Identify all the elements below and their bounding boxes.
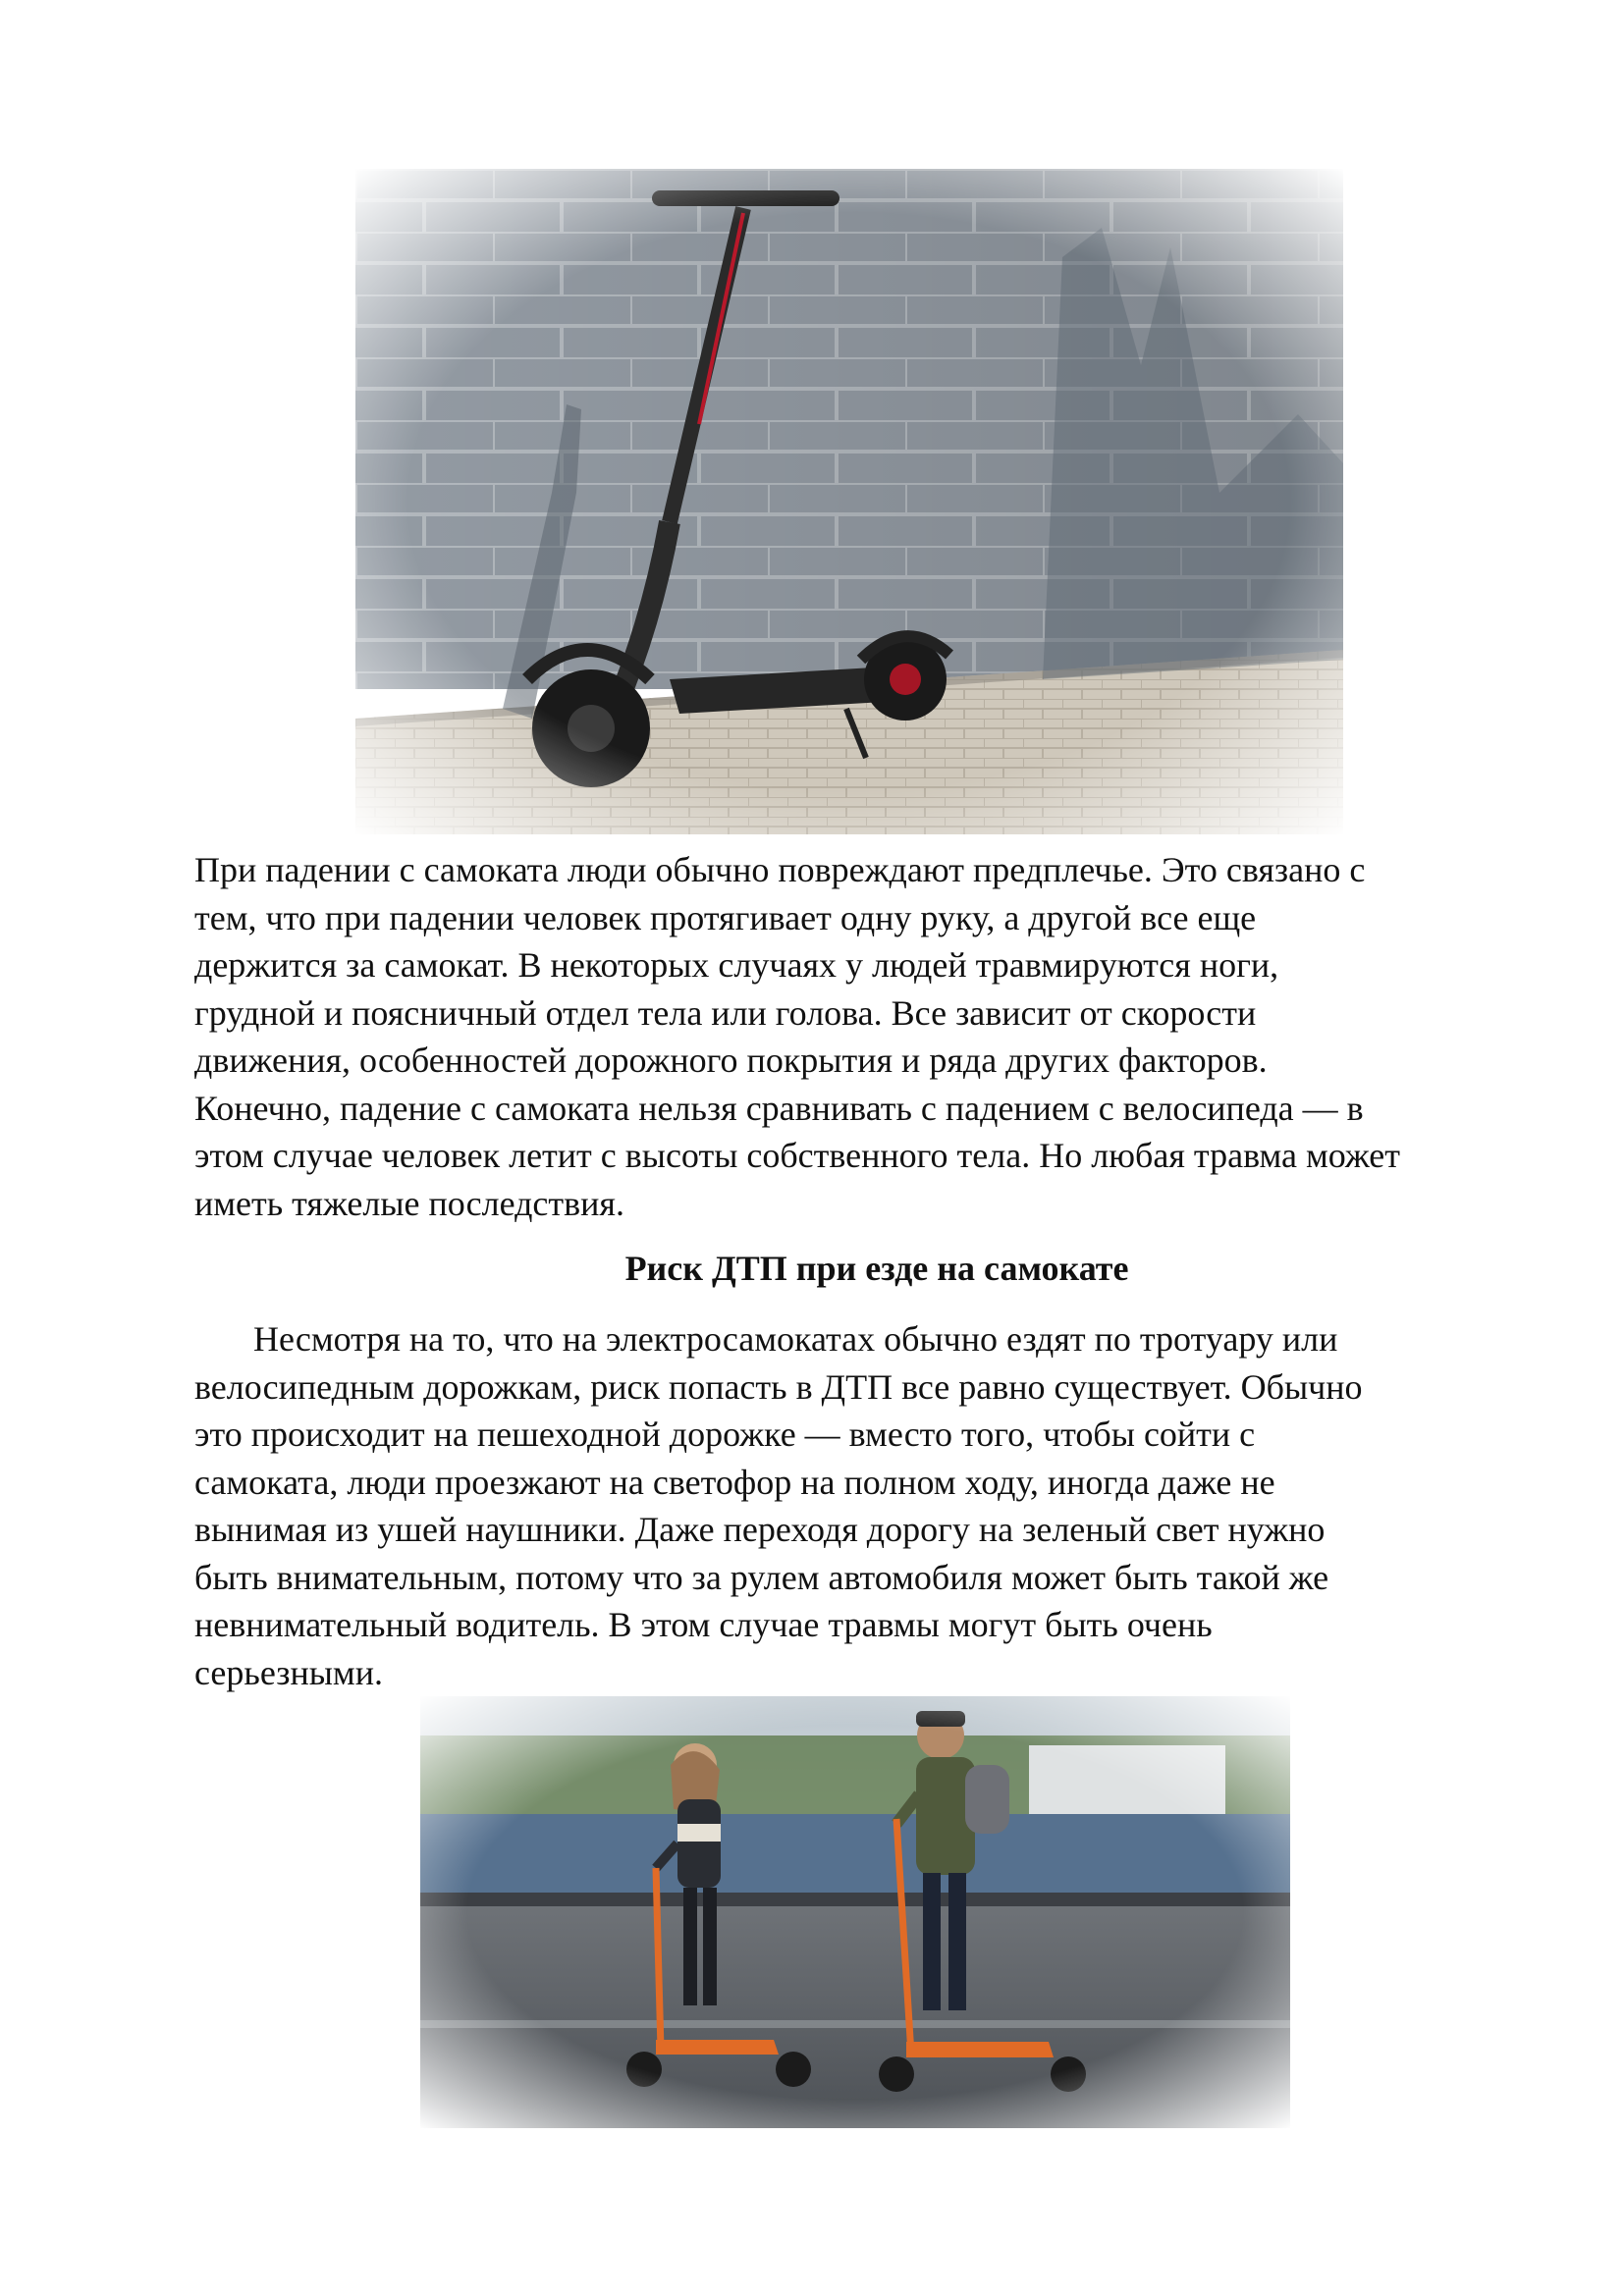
text-line: держится за самокат. В некоторых случаях у людей травмируются ноги,	[194, 945, 1279, 985]
text-line: этом случае человек летит с высоты собственного тела. Но любая травма может	[194, 1136, 1400, 1175]
section-heading: Риск ДТП при езде на самокате	[624, 1249, 1129, 1288]
text-line: это происходит на пешеходной дорожке — вместо того, чтобы сойти с	[194, 1415, 1256, 1454]
text-line: быть внимательным, потому что за рулем автомобиля может быть такой же	[194, 1557, 1329, 1597]
text-line: тем, что при падении человек протягивает одну руку, а другой все еще	[194, 897, 1257, 937]
text-line: грудной и поясничный отдел тела или голова. Все зависит от скорости	[194, 992, 1257, 1033]
text-line: велосипедным дорожкам, риск попасть в ДТП все равно существует. Обычно	[194, 1366, 1363, 1407]
text-line: вынимая из ушей наушники. Даже переходя дорогу на зеленый свет нужно	[194, 1510, 1326, 1549]
text-line: невнимательный водитель. В этом случае травмы могут быть очень	[194, 1605, 1213, 1644]
text-line: иметь тяжелые последствия.	[194, 1183, 624, 1223]
text-line: движения, особенностей дорожного покрытия и ряда других факторов.	[194, 1041, 1268, 1080]
riders-photo	[420, 1696, 1290, 2128]
text-line: Конечно, падение с самоката нельзя сравнивать с падением с велосипеда — в	[194, 1088, 1364, 1128]
paragraph-traffic-risk	[194, 1315, 1510, 1696]
scooter-wall-illustration	[355, 169, 1343, 834]
text-line: Несмотря на то, что на электросамокатах обычно ездят по тротуару или	[253, 1319, 1338, 1359]
text-line: серьезными.	[194, 1652, 383, 1692]
paragraph-injuries	[194, 846, 1510, 1227]
scooter-wall-photo	[355, 169, 1343, 834]
text-line: самоката, люди проезжают на светофор на полном ходу, иногда даже не	[194, 1462, 1275, 1502]
riders-illustration	[420, 1696, 1290, 2128]
text-line: При падении с самоката люди обычно повреждают предплечье. Это связано с	[194, 850, 1366, 889]
